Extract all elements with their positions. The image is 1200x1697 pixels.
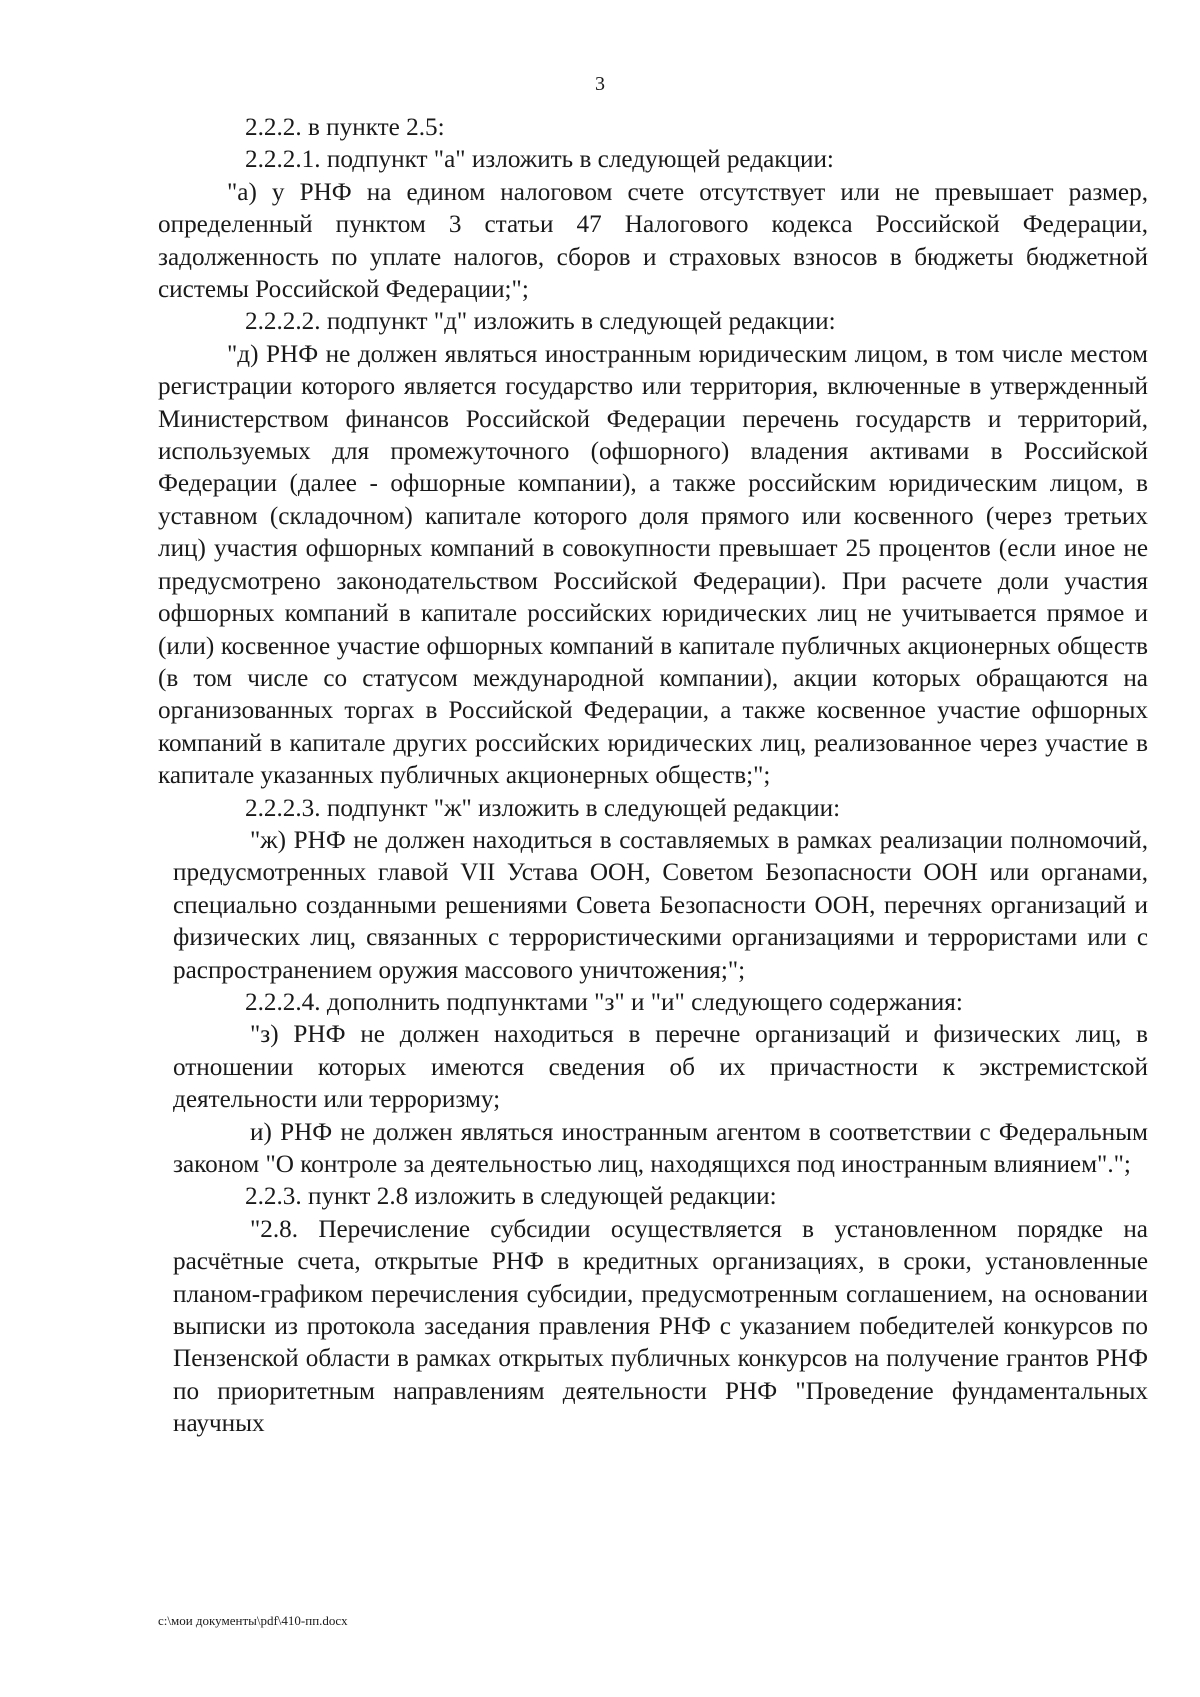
subclause-zh-text: "ж) РНФ не должен находиться в составляемых в рамках реализации полномочий, предусмотренных главой VII Устава ООН, Советом Безопасности ООН или органами, специально созданными решениями Совета Безопасности ООН, перечнях организаций и физических лиц, связанных с террористическими организациями и террористами или с распространением оружия массового уничтожения;"; <box>173 826 1148 984</box>
document-body <box>158 112 1148 1441</box>
clause-2-2-2-2-heading: 2.2.2.2. подпункт "д" изложить в следующей редакции: <box>245 308 836 336</box>
clause-2-2-2-1-heading: 2.2.2.1. подпункт "а" изложить в следующей редакции: <box>245 146 834 174</box>
subclause-z-text: "з) РНФ не должен находиться в перечне организаций и физических лиц, в отношении которых имеются сведения об их причастности к экстремистской деятельности или терроризму; <box>173 1021 1148 1114</box>
clause-2-8-text: "2.8. Перечисление субсидии осуществляется в установленном порядке на расчётные счета, открытые РНФ в кредитных организациях, в сроки, установленные планом-графиком перечисления субсидии, предусмотренным соглашением, на основании выписки из протокола заседания правления РНФ с указанием победителей конкурсов по Пензенской области в рамках открытых публичных конкурсов на получение грантов РНФ по приоритетным направлениям деятельности РНФ "Проведение фундаментальных научных <box>173 1215 1148 1438</box>
subclause-a-text: "а) у РНФ на едином налоговом счете отсутствует или не превышает размер, определенный пунктом 3 статьи 47 Налогового кодекса Российской Федерации, задолженность по уплате налогов, сборов и страховых взносов в бюджеты бюджетной системы Российской Федерации;"; <box>158 178 1148 304</box>
subclause-d-text: "д) РНФ не должен являться иностранным юридическим лицом, в том числе местом регистрации которого является государство или территория, включенные в утвержденный Министерством финансов Российской Федерации перечень государств и территорий, используемых для промежуточного (офшорного) владения активами в Российской Федерации (далее - офшорные компании), а также российским юридическим лицом, в уставном (складочном) капитале которого доля прямого или косвенного (через третьих лиц) участия офшорных компаний в совокупности превышает 25 процентов (если иное не предусмотрено законодательством Российской Федерации). При расчете доли участия офшорных компаний в капитале российских юридических лиц не учитывается прямое и (или) косвенное участие офшорных компаний в капитале публичных акционерных обществ (в том числе со статусом международной компании), акции которых обращаются на организованных торгах в Российской Федерации, а также косвенное участие офшорных компаний в капитале других российских юридических лиц, реализованное через участие в капитале указанных публичных акционерных обществ;"; <box>158 340 1148 790</box>
clause-2-2-2-3-heading: 2.2.2.3. подпункт "ж" изложить в следующей редакции: <box>245 794 841 822</box>
clause-2-2-2-heading: 2.2.2. в пункте 2.5: <box>245 114 445 141</box>
file-path-footer: c:\мои документы\pdf\410-пп.docx <box>158 1613 348 1628</box>
page-number: 3 <box>595 73 605 95</box>
subclause-i-text: и) РНФ не должен являться иностранным агентом в соответствии с Федеральным законом "О контроле за деятельностью лиц, находящихся под иностранным влиянием"."; <box>173 1118 1148 1178</box>
clause-2-2-2-4-heading: 2.2.2.4. дополнить подпунктами "з" и "и" следующего содержания: <box>245 988 963 1016</box>
clause-2-2-3-heading: 2.2.3. пункт 2.8 изложить в следующей редакции: <box>245 1183 777 1211</box>
